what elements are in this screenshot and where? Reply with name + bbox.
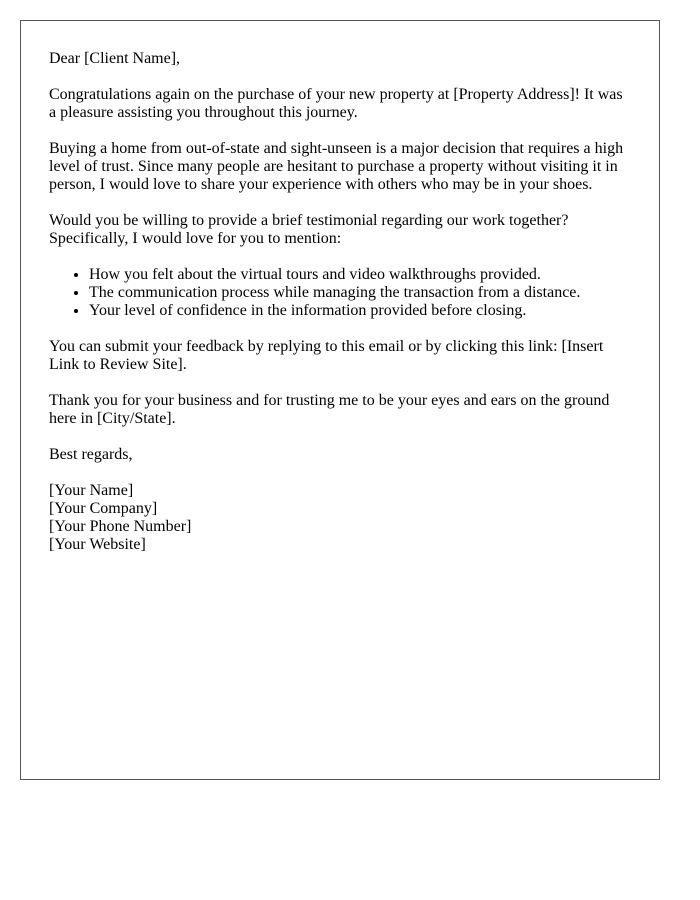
signoff: Best regards, [49,446,133,463]
signature-name: [Your Name] [49,482,134,499]
signature-company: [Your Company] [49,500,158,517]
trust-paragraph: Buying a home from out-of-state and sight-unseen is a major decision that requires a high level of trust. Since many people are hesitant to purchase a property without visiting it in person, I would love to share your experience with others who may be in your shoes. [49,140,624,193]
list-item: • How you felt about the virtual tours and video walkthroughs provided. [89,266,631,284]
signature-website: [Your Website] [49,536,146,553]
intro-paragraph: Congratulations again on the purchase of your new property at [Property Address]! It was a pleasure assisting you throughout this journey. [49,86,623,121]
list-item: • The communication process while managing the transaction from a distance. [89,284,631,302]
mention-list [49,266,631,320]
feedback-paragraph: You can submit your feedback by replying to this email or by clicking this link: [Insert Link to Review Site]. [49,338,604,373]
salutation: Dear [Client Name], [49,50,181,67]
list-item: • Your level of confidence in the information provided before closing. [89,302,631,320]
request-paragraph: Would you be willing to provide a brief testimonial regarding our work together? Specifically, I would love for you to mention: [49,212,569,247]
letter-page [20,20,660,780]
signature-phone: [Your Phone Number] [49,518,192,535]
signature-block [49,482,631,554]
thanks-paragraph: Thank you for your business and for trusting me to be your eyes and ears on the ground here in [City/State]. [49,392,610,427]
